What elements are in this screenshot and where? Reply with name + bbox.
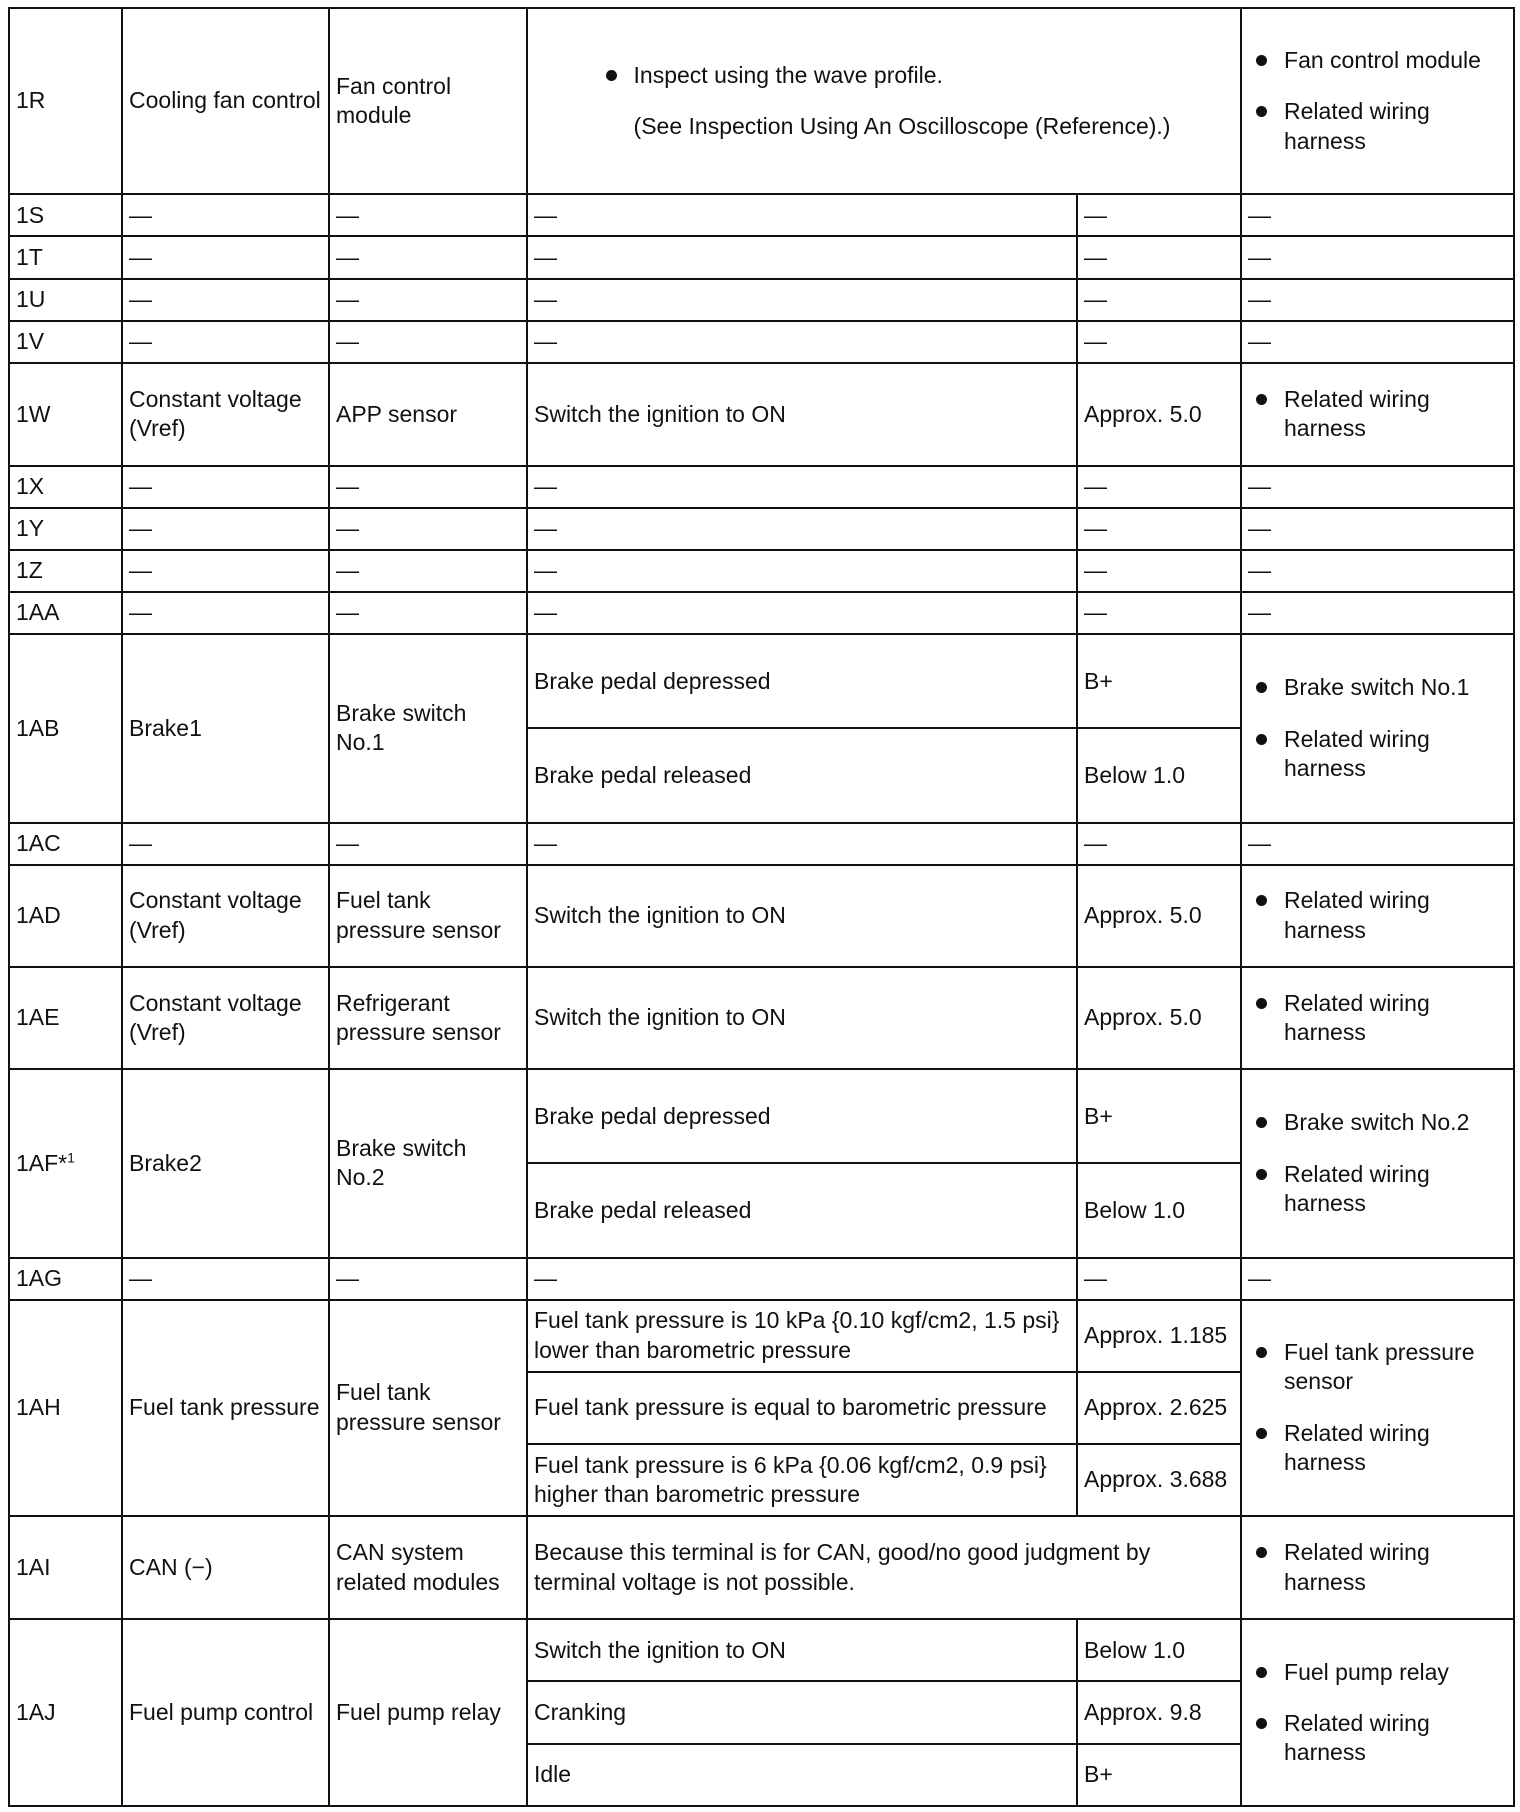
bullet-item: Related wiring harness — [1248, 989, 1507, 1048]
inspection-item-cell — [1241, 1300, 1514, 1516]
voltage-cell: Approx. 5.0 — [1077, 865, 1241, 967]
inspection-item-cell — [1241, 8, 1514, 194]
bullet-item: Fuel tank pressure sensor — [1248, 1338, 1507, 1397]
signal-cell: Constant voltage (Vref) — [122, 865, 329, 967]
voltage-cell: Approx. 3.688 — [1077, 1444, 1241, 1516]
signal-cell: — — [122, 279, 329, 321]
test-condition-cell: Cranking — [527, 1681, 1077, 1743]
signal-cell: — — [122, 236, 329, 278]
inspection-item-cell — [1241, 363, 1514, 466]
table-row — [9, 823, 1514, 865]
signal-cell: Constant voltage (Vref) — [122, 363, 329, 466]
test-condition-cell: Brake pedal depressed — [527, 634, 1077, 728]
voltage-cell: Below 1.0 — [1077, 1163, 1241, 1257]
inspection-item-cell — [1241, 1069, 1514, 1257]
table-row — [9, 967, 1514, 1069]
connected-to-cell: Fuel tank pressure sensor — [329, 865, 527, 967]
bullet-item: Brake switch No.2 — [1248, 1108, 1507, 1137]
signal-cell: — — [122, 321, 329, 363]
terminal-cell: 1AA — [9, 592, 122, 634]
bullet-item: Related wiring harness — [1248, 725, 1507, 784]
connected-to-cell: — — [329, 236, 527, 278]
test-condition-cell — [527, 8, 1241, 194]
test-condition-cell: Fuel tank pressure is 10 kPa {0.10 kgf/cm2, 1.5 psi} lower than barometric pressure — [527, 1300, 1077, 1372]
table-row — [9, 279, 1514, 321]
terminal-cell: 1AH — [9, 1300, 122, 1516]
voltage-cell: B+ — [1077, 634, 1241, 728]
table-row — [9, 1619, 1514, 1681]
bullet-item: Related wiring harness — [1248, 1160, 1507, 1219]
terminal-cell: 1AE — [9, 967, 122, 1069]
signal-cell: — — [122, 823, 329, 865]
connected-to-cell: — — [329, 194, 527, 236]
test-condition-cell: Switch the ignition to ON — [527, 967, 1077, 1069]
terminal-cell: 1AD — [9, 865, 122, 967]
connected-to-cell: Fuel pump relay — [329, 1619, 527, 1806]
signal-cell: CAN (−) — [122, 1516, 329, 1619]
table-row — [9, 865, 1514, 967]
bullet-item: Inspect using the wave profile. — [598, 61, 943, 90]
connected-to-cell: — — [329, 321, 527, 363]
oscilloscope-reference-note: (See Inspection Using An Oscilloscope (Reference).) — [633, 113, 1171, 140]
voltage-cell: Approx. 9.8 — [1077, 1681, 1241, 1743]
test-condition-cell: — — [527, 1258, 1077, 1300]
bullet-item: Brake switch No.1 — [1248, 673, 1507, 702]
test-condition-cell: Switch the ignition to ON — [527, 1619, 1077, 1681]
inspection-item-cell: — — [1241, 194, 1514, 236]
voltage-cell: Approx. 5.0 — [1077, 967, 1241, 1069]
inspection-item-cell — [1241, 1619, 1514, 1806]
terminal-cell: 1Y — [9, 508, 122, 550]
signal-cell: Fuel tank pressure — [122, 1300, 329, 1516]
table-row — [9, 236, 1514, 278]
signal-cell: Brake1 — [122, 634, 329, 822]
connected-to-cell: Brake switch No.1 — [329, 634, 527, 822]
connected-to-cell: Fan control module — [329, 8, 527, 194]
test-condition-cell: — — [527, 194, 1077, 236]
signal-cell: — — [122, 466, 329, 508]
terminal-cell: 1AB — [9, 634, 122, 822]
inspection-item-cell: — — [1241, 592, 1514, 634]
bullet-item: Related wiring harness — [1248, 1419, 1507, 1478]
voltage-cell: — — [1077, 1258, 1241, 1300]
connected-to-cell: CAN system related modules — [329, 1516, 527, 1619]
table-row — [9, 466, 1514, 508]
inspection-item-cell: — — [1241, 279, 1514, 321]
test-condition-cell: — — [527, 823, 1077, 865]
voltage-cell: — — [1077, 466, 1241, 508]
terminal-cell: 1U — [9, 279, 122, 321]
signal-cell: — — [122, 550, 329, 592]
connected-to-cell: — — [329, 1258, 527, 1300]
terminal-voltage-table — [8, 7, 1515, 1807]
connected-to-cell: — — [329, 508, 527, 550]
test-condition-cell: Brake pedal released — [527, 728, 1077, 822]
signal-cell: — — [122, 1258, 329, 1300]
voltage-cell: — — [1077, 236, 1241, 278]
test-condition-cell: Switch the ignition to ON — [527, 865, 1077, 967]
test-condition-cell: Brake pedal released — [527, 1163, 1077, 1257]
terminal-voltage-table-page — [8, 7, 1513, 1807]
voltage-cell: Approx. 5.0 — [1077, 363, 1241, 466]
voltage-cell: Approx. 1.185 — [1077, 1300, 1241, 1372]
test-condition-cell: — — [527, 236, 1077, 278]
connected-to-cell: — — [329, 823, 527, 865]
terminal-cell: 1R — [9, 8, 122, 194]
table-row — [9, 194, 1514, 236]
connected-to-cell: — — [329, 592, 527, 634]
test-condition-cell: Brake pedal depressed — [527, 1069, 1077, 1163]
connected-to-cell: — — [329, 466, 527, 508]
terminal-cell: 1V — [9, 321, 122, 363]
bullet-item: Related wiring harness — [1248, 97, 1507, 156]
inspection-item-cell — [1241, 967, 1514, 1069]
voltage-cell: Below 1.0 — [1077, 1619, 1241, 1681]
signal-cell: Constant voltage (Vref) — [122, 967, 329, 1069]
table-row — [9, 321, 1514, 363]
connected-to-cell: — — [329, 279, 527, 321]
test-condition-cell: — — [527, 321, 1077, 363]
table-row — [9, 1516, 1514, 1619]
inspection-item-cell: — — [1241, 1258, 1514, 1300]
table-row — [9, 363, 1514, 466]
terminal-cell — [9, 1069, 122, 1257]
terminal-cell: 1S — [9, 194, 122, 236]
voltage-cell: — — [1077, 194, 1241, 236]
voltage-cell: — — [1077, 321, 1241, 363]
signal-cell: Cooling fan control — [122, 8, 329, 194]
terminal-cell: 1AC — [9, 823, 122, 865]
signal-cell: Brake2 — [122, 1069, 329, 1257]
voltage-cell: B+ — [1077, 1744, 1241, 1806]
inspection-item-cell — [1241, 1516, 1514, 1619]
inspection-item-cell: — — [1241, 550, 1514, 592]
test-condition-cell: Switch the ignition to ON — [527, 363, 1077, 466]
terminal-cell: 1T — [9, 236, 122, 278]
test-condition-cell: Fuel tank pressure is 6 kPa {0.06 kgf/cm2, 0.9 psi} higher than barometric pressure — [527, 1444, 1077, 1516]
table-row — [9, 592, 1514, 634]
footnote-marker: 1 — [67, 1149, 75, 1165]
voltage-cell: — — [1077, 508, 1241, 550]
voltage-cell: Approx. 2.625 — [1077, 1372, 1241, 1444]
table-row — [9, 1300, 1514, 1372]
terminal-cell: 1X — [9, 466, 122, 508]
bullet-item: Related wiring harness — [1248, 1709, 1507, 1768]
bullet-item: Related wiring harness — [1248, 1538, 1507, 1597]
bullet-item: Related wiring harness — [1248, 385, 1507, 444]
table-row — [9, 508, 1514, 550]
inspection-item-cell — [1241, 634, 1514, 822]
connected-to-cell: APP sensor — [329, 363, 527, 466]
table-row — [9, 8, 1514, 194]
connected-to-cell: Fuel tank pressure sensor — [329, 1300, 527, 1516]
inspection-item-cell: — — [1241, 823, 1514, 865]
inspection-item-cell — [1241, 865, 1514, 967]
test-condition-cell: Because this terminal is for CAN, good/no good judgment by terminal voltage is not possible. — [527, 1516, 1241, 1619]
connected-to-cell: — — [329, 550, 527, 592]
test-condition-cell: — — [527, 466, 1077, 508]
bullet-item: Fuel pump relay — [1248, 1658, 1507, 1687]
inspection-item-cell: — — [1241, 321, 1514, 363]
table-row — [9, 634, 1514, 728]
terminal-cell: 1W — [9, 363, 122, 466]
test-condition-cell: — — [527, 592, 1077, 634]
table-row — [9, 1258, 1514, 1300]
terminal-cell: 1Z — [9, 550, 122, 592]
inspection-item-cell: — — [1241, 236, 1514, 278]
voltage-cell: — — [1077, 550, 1241, 592]
signal-cell: — — [122, 508, 329, 550]
inspection-item-cell: — — [1241, 508, 1514, 550]
test-condition-cell: — — [527, 279, 1077, 321]
connected-to-cell: Refrigerant pressure sensor — [329, 967, 527, 1069]
test-condition-cell: — — [527, 550, 1077, 592]
signal-cell: Fuel pump control — [122, 1619, 329, 1806]
terminal-cell: 1AI — [9, 1516, 122, 1619]
voltage-cell: Below 1.0 — [1077, 728, 1241, 822]
bullet-item: Fan control module — [1248, 46, 1507, 75]
bullet-item: Related wiring harness — [1248, 886, 1507, 945]
voltage-cell: — — [1077, 279, 1241, 321]
terminal-cell: 1AJ — [9, 1619, 122, 1806]
voltage-cell: B+ — [1077, 1069, 1241, 1163]
connected-to-cell: Brake switch No.2 — [329, 1069, 527, 1257]
signal-cell: — — [122, 194, 329, 236]
test-condition-cell: — — [527, 508, 1077, 550]
voltage-cell: — — [1077, 823, 1241, 865]
test-condition-cell: Fuel tank pressure is equal to barometric pressure — [527, 1372, 1077, 1444]
table-row — [9, 1069, 1514, 1163]
table-row — [9, 550, 1514, 592]
signal-cell: — — [122, 592, 329, 634]
voltage-cell: — — [1077, 592, 1241, 634]
terminal-cell: 1AG — [9, 1258, 122, 1300]
inspection-item-cell: — — [1241, 466, 1514, 508]
terminal-label: 1AF* — [16, 1149, 68, 1176]
test-condition-cell: Idle — [527, 1744, 1077, 1806]
